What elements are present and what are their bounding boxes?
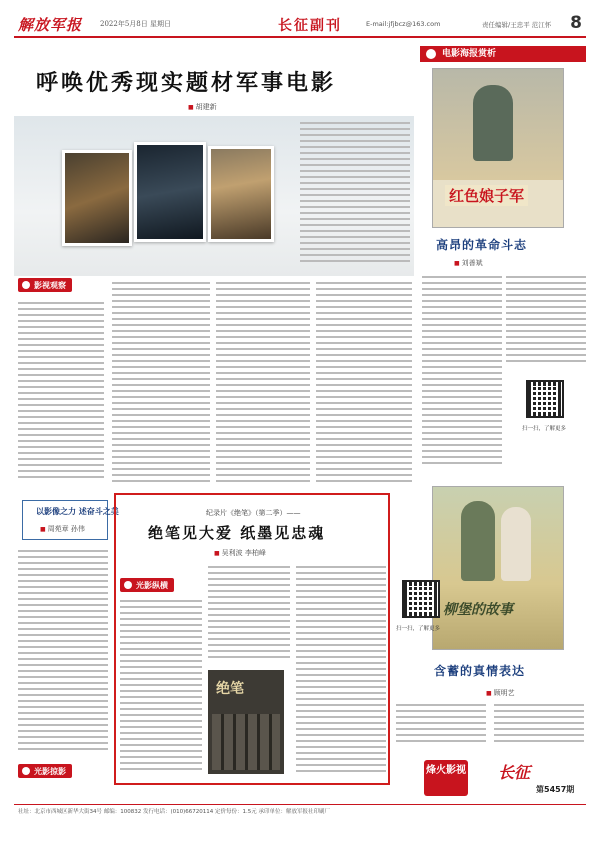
article-text-column [422, 272, 502, 468]
footer-info: 社址：北京市西城区新华大街34号 邮编：100832 发行电话：(010)66720114 定价每份：1.5元 承印单位：解放军报社印刷厂 [14, 804, 586, 818]
article-text-column [18, 298, 104, 494]
sidebar-tag: 电影海报赏析 [420, 46, 586, 62]
masthead [14, 12, 586, 38]
editors: 责任编辑/王忠平 范江怀 [482, 21, 552, 29]
qr-label: 扫一扫，了解更多 [522, 426, 567, 432]
newspaper-logo: 解放军报 [18, 16, 83, 34]
article-text-column [112, 278, 210, 490]
contact-email: E-mail:jfjbcz@163.com [366, 20, 441, 28]
poster-red-detachment [432, 68, 564, 228]
poster2-title: 柳堡的故事 [443, 602, 513, 618]
poster1-title: 红色娘子军 [445, 185, 528, 206]
longzheng-logo: 长征 [498, 763, 531, 782]
feature-tag: 光影纵横 [120, 578, 174, 592]
documentary-poster-image [208, 670, 284, 774]
article-text-column [18, 546, 108, 754]
feature-byline: ■ 吴利波 李柏峰 [214, 548, 266, 558]
section-title: 长征副刊 [278, 18, 342, 34]
film-poster [134, 142, 206, 242]
page-number: 8 [570, 13, 582, 33]
article-text-column [208, 562, 290, 666]
article-text-column [396, 700, 486, 756]
film-poster [208, 146, 274, 242]
article-text-column [296, 562, 386, 782]
left-box-title: 以影像之力 述奋斗之美 [36, 506, 119, 516]
feature-title: 绝笔见大爱 纸墨见忠魂 [148, 524, 326, 542]
film-poster [62, 150, 132, 246]
sidebar-article1-title: 高昂的革命斗志 [436, 238, 528, 252]
article-text-column [120, 596, 202, 780]
qr-code[interactable] [526, 380, 564, 418]
qr-label: 扫一扫，了解更多 [396, 626, 441, 632]
sidebar-article2-byline: ■ 顾明艺 [486, 688, 515, 698]
column-badge: 烽火影视 [424, 760, 468, 796]
main-headline: 呼唤优秀现实题材军事电影 [36, 70, 337, 96]
sidebar-article1-byline: ■ 刘善斌 [454, 258, 483, 268]
section-tag: 影视观察 [18, 278, 72, 292]
article-text-column [506, 272, 586, 372]
issue-number: 第5457期 [536, 785, 575, 794]
article-text-column [494, 700, 584, 756]
issue-date: 2022年5月8日 星期日 [100, 20, 171, 28]
sidebar-article2-title: 含蓄的真情表达 [434, 664, 526, 678]
main-byline: ■ 胡建新 [188, 102, 217, 112]
left-box-byline: ■ 周苑章 孙伟 [40, 524, 85, 534]
article-text-column [316, 278, 412, 490]
poster-liubao-story [432, 486, 564, 650]
bottom-tag: 光影掠影 [18, 764, 72, 778]
article-text-column [300, 118, 410, 268]
qr-code[interactable] [402, 580, 440, 618]
article-text-column [216, 278, 310, 490]
feature-kicker: 纪录片《绝笔》（第二季）—— [206, 509, 301, 517]
documentary-poster-title: 绝笔 [216, 681, 244, 697]
